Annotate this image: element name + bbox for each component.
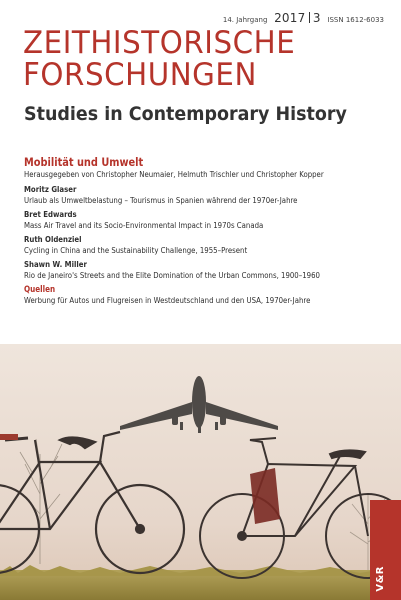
issue-number: 3	[312, 11, 321, 25]
issn-label: ISSN 1612-6033	[327, 16, 384, 24]
article-title: Urlaub als Umweltbelastung – Tourismus in Spanien während der 1970er-Jahre	[24, 194, 298, 205]
journal-title-line1: ZEITHISTORISCHE	[23, 25, 296, 61]
cover-photo	[0, 344, 401, 600]
article-title: Cycling in China and the Sustainability Challenge, 1955–Present	[24, 244, 248, 255]
table-of-contents	[24, 155, 384, 305]
publisher-logo	[370, 500, 401, 600]
bag-on-bike	[250, 468, 280, 524]
publisher-logo-text: V&R	[375, 566, 386, 592]
article-author: Ruth Oldenziel	[24, 234, 82, 244]
article-author: Bret Edwards	[24, 209, 77, 219]
article-author: Moritz Glaser	[24, 184, 77, 194]
issue-separator	[309, 12, 310, 23]
volume-label: 14. Jahrgang	[222, 16, 268, 24]
journal-subtitle: Studies in Contemporary History	[24, 104, 347, 125]
issue-info	[223, 11, 384, 25]
article-entry	[24, 184, 384, 205]
article-entry	[24, 259, 384, 280]
article-author: Shawn W. Miller	[24, 259, 87, 269]
article-entry	[24, 234, 384, 255]
article-title: Mass Air Travel and its Socio-Environmental Impact in 1970s Canada	[24, 219, 264, 230]
issue-year: 2017	[274, 11, 306, 25]
theme-editors: Herausgegeben von Christopher Neumaier, Helmuth Trischler und Christopher Kopper	[24, 169, 324, 179]
journal-title	[23, 27, 295, 91]
theme-title: Mobilität und Umwelt	[24, 155, 144, 169]
sources-heading: Quellen	[24, 284, 56, 294]
journal-title-line2: FORSCHUNGEN	[23, 57, 257, 93]
left-bicycle-bag	[0, 434, 18, 440]
sources-title: Werbung für Autos und Flugreisen in Westdeutschland und den USA, 1970er-Jahre	[24, 294, 311, 305]
article-title: Rio de Janeiro's Streets and the Elite Domination of the Urban Commons, 1900–1960	[24, 269, 320, 280]
article-entry	[24, 209, 384, 230]
